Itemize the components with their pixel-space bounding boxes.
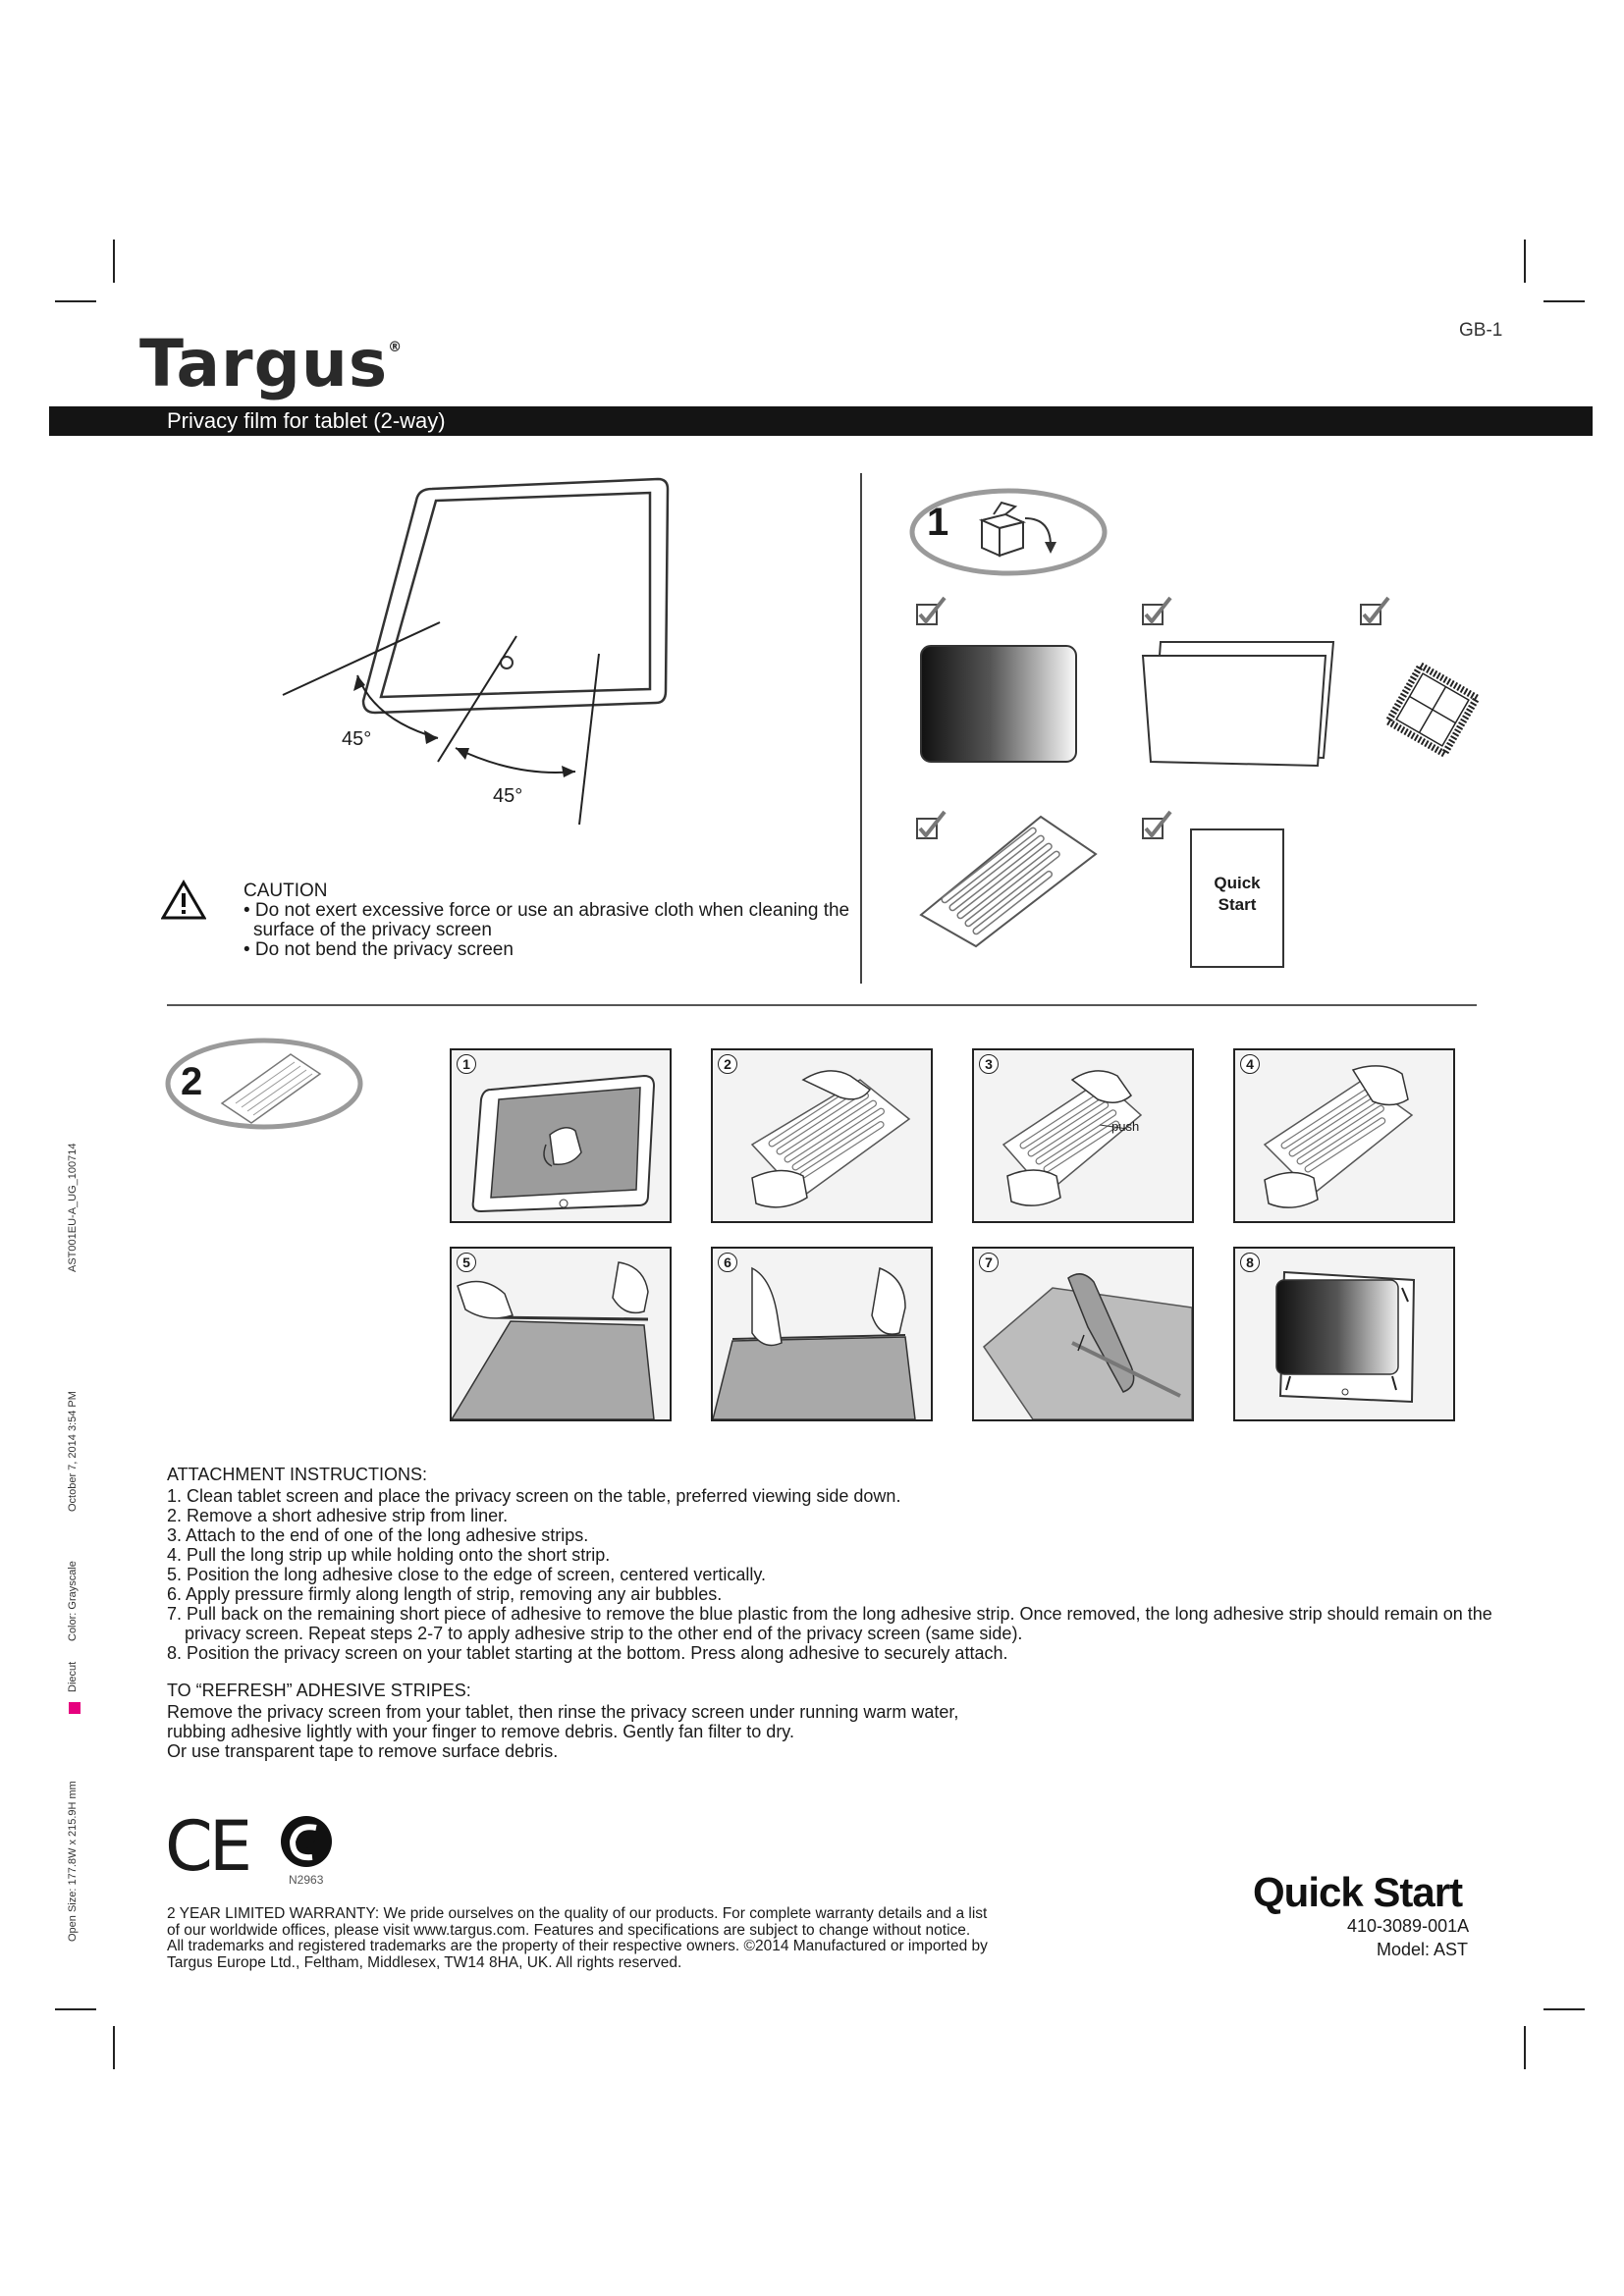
instruction-item: 8. Position the privacy screen on your tablet starting at the bottom. Press along adhesive to securely attach. bbox=[167, 1643, 1008, 1663]
apply-step-number: 2 bbox=[181, 1060, 203, 1103]
check-icon bbox=[915, 595, 948, 628]
part-number: 410-3089-001A bbox=[1347, 1916, 1470, 1936]
print-mark-size: Open Size: 177.8W x 215.9H mm bbox=[67, 1781, 79, 1942]
caution-line: surface of the privacy screen bbox=[253, 920, 492, 940]
step-number: 7 bbox=[979, 1253, 999, 1272]
crop-mark bbox=[1524, 2026, 1526, 2069]
check-icon bbox=[1141, 595, 1174, 628]
instruction-item: 7. Pull back on the remaining short piece of adhesive to remove the blue plastic from the long adhesive strip. Once removed, the long adhesive strip should remain on the bbox=[167, 1604, 1492, 1624]
warranty-line: 2 YEAR LIMITED WARRANTY: We pride ourselves on the quality of our products. For complete warranty details and a list bbox=[167, 1905, 988, 1922]
crop-mark bbox=[113, 2026, 115, 2069]
cleaning-cloth-illustration bbox=[1379, 656, 1487, 764]
refresh-line: Or use transparent tape to remove surface debris. bbox=[167, 1741, 559, 1761]
angle-label-right: 45° bbox=[493, 785, 523, 807]
quick-start-title: Quick Start bbox=[1253, 1869, 1463, 1915]
step-number: 6 bbox=[718, 1253, 737, 1272]
adhesive-strips-illustration bbox=[915, 811, 1102, 948]
warning-icon bbox=[161, 880, 206, 921]
step-number: 8 bbox=[1240, 1253, 1260, 1272]
caution-title: CAUTION bbox=[244, 881, 328, 901]
unbox-step-number: 1 bbox=[927, 501, 949, 544]
viewing-angle-diagram bbox=[265, 461, 697, 844]
instruction-item: 1. Clean tablet screen and place the privacy screen on the table, preferred viewing side down. bbox=[167, 1486, 901, 1506]
check-icon bbox=[1141, 809, 1174, 842]
step-number: 1 bbox=[457, 1054, 476, 1074]
step-panel-2 bbox=[711, 1048, 933, 1223]
crop-mark bbox=[1543, 300, 1585, 302]
step-panel-7 bbox=[972, 1247, 1194, 1421]
caution-line: • Do not exert excessive force or use an abrasive cloth when cleaning the bbox=[244, 900, 850, 921]
step-number: 4 bbox=[1240, 1054, 1260, 1074]
instruction-item: 5. Position the long adhesive close to the edge of screen, centered vertically. bbox=[167, 1565, 767, 1584]
step-panel-3 bbox=[972, 1048, 1194, 1223]
print-mark-job: AST001EU-A_UG_100714 bbox=[67, 1143, 79, 1272]
privacy-screen-illustration bbox=[919, 644, 1080, 766]
quick-start-card-line: Quick bbox=[1214, 874, 1261, 892]
step-number: 3 bbox=[979, 1054, 999, 1074]
crop-mark bbox=[55, 2008, 96, 2010]
step-number: 2 bbox=[718, 1054, 737, 1074]
ce-mark: CE bbox=[165, 1806, 249, 1887]
print-mark-date: October 7, 2014 3:54 PM bbox=[67, 1391, 79, 1512]
caution-notice bbox=[244, 881, 849, 960]
step-panel-4 bbox=[1233, 1048, 1455, 1223]
check-icon bbox=[1359, 595, 1392, 628]
instruction-item: privacy screen. Repeat steps 2-7 to apply adhesive strip to the other end of the privacy screen (same side). bbox=[185, 1624, 1023, 1643]
attachment-title: ATTACHMENT INSTRUCTIONS: bbox=[167, 1465, 427, 1484]
warranty-line: of our worldwide offices, please visit www.targus.com. Features and specifications are subject to change without notice. bbox=[167, 1921, 971, 1939]
refresh-instructions bbox=[167, 1681, 958, 1761]
quick-start-card-line: Start bbox=[1218, 895, 1257, 914]
print-mark-color: Color: Grayscale bbox=[67, 1561, 79, 1641]
instruction-item: 4. Pull the long strip up while holding onto the short strip. bbox=[167, 1545, 611, 1565]
title-banner bbox=[49, 406, 1593, 436]
attachment-instructions bbox=[167, 1465, 1492, 1663]
step-panel-5 bbox=[450, 1247, 672, 1421]
quick-start-card bbox=[1190, 828, 1284, 968]
crop-mark bbox=[55, 300, 96, 302]
step-number: 5 bbox=[457, 1253, 476, 1272]
step-panel-1 bbox=[450, 1048, 672, 1223]
model-number: Model: AST bbox=[1377, 1940, 1469, 1959]
warranty-text bbox=[167, 1906, 988, 1971]
instruction-item: 6. Apply pressure firmly along length of strip, removing any air bubbles. bbox=[167, 1584, 723, 1604]
angle-label-left: 45° bbox=[342, 728, 372, 750]
product-subtitle: Privacy film for tablet (2-way) bbox=[167, 408, 446, 433]
instruction-item: 2. Remove a short adhesive strip from liner. bbox=[167, 1506, 509, 1525]
crop-mark bbox=[1543, 2008, 1585, 2010]
crop-mark bbox=[113, 240, 115, 283]
step-panel-6 bbox=[711, 1247, 933, 1421]
brand-logo: Targus® bbox=[139, 326, 404, 401]
diecut-swatch bbox=[69, 1702, 81, 1714]
liner-sheet-illustration bbox=[1139, 636, 1335, 770]
column-divider bbox=[860, 473, 862, 984]
crop-mark bbox=[1524, 240, 1526, 283]
instruction-item: 3. Attach to the end of one of the long adhesive strips. bbox=[167, 1525, 589, 1545]
warranty-line: Targus Europe Ltd., Feltham, Middlesex, TW14 8HA, UK. All rights reserved. bbox=[167, 1953, 682, 1971]
section-divider bbox=[167, 1004, 1477, 1006]
refresh-title: TO “REFRESH” ADHESIVE STRIPES: bbox=[167, 1681, 471, 1700]
push-label: push bbox=[1111, 1119, 1140, 1134]
page-number: GB-1 bbox=[1459, 320, 1503, 341]
print-mark-diecut: Diecut bbox=[67, 1661, 79, 1692]
c-tick-code: N2963 bbox=[289, 1873, 324, 1887]
c-tick-mark bbox=[279, 1814, 334, 1869]
caution-line: • Do not bend the privacy screen bbox=[244, 939, 514, 960]
refresh-line: rubbing adhesive lightly with your finger to remove debris. Gently fan filter to dry. bbox=[167, 1722, 794, 1741]
refresh-line: Remove the privacy screen from your tablet, then rinse the privacy screen under running warm water, bbox=[167, 1702, 959, 1722]
step-panel-8 bbox=[1233, 1247, 1455, 1421]
warranty-line: All trademarks and registered trademarks are the property of their respective owners. ©2014 Manufactured or imported by bbox=[167, 1938, 988, 1954]
